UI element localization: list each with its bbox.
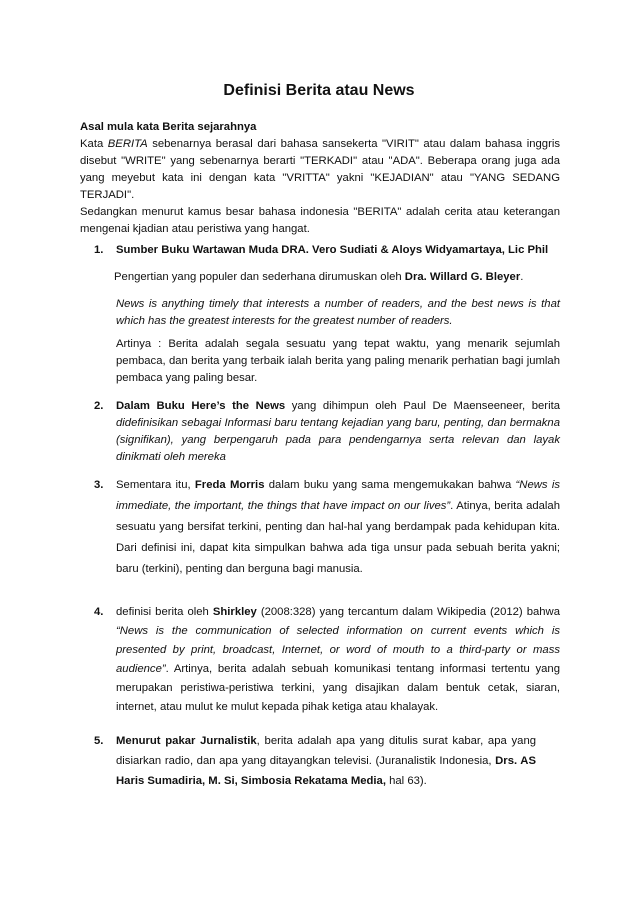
subtitle-text: Pengertian yang populer dan sederhana dirumuskan oleh	[114, 271, 405, 283]
page-title: Definisi Berita atau News	[223, 82, 415, 99]
intro-heading: Asal mula kata Berita sejarahnya	[80, 121, 257, 133]
item-bold: Dalam Buku Here’s the News	[116, 400, 286, 412]
item-number: 2.	[94, 400, 104, 412]
item-italic: “News is the communication of selected information on current events which is presented by print, broadcast, Internet, or word of mouth to a third-party or mass audience”	[116, 625, 560, 675]
item-1-translation: Artinya : Berita adalah segala sesuatu yang tepat waktu, yang menarik sejumlah pembaca, dan berita yang terbaik ialah berita yang paling menarik perhatian bagi jumlah pembaca yang paling besar.	[116, 338, 560, 384]
item-text: yang dihimpun oleh Paul De Maenseeneer, berita	[285, 400, 560, 412]
item-heading: Sumber Buku Wartawan Muda DRA. Vero Sudiati & Aloys Widyamartaya, Lic Phil	[116, 244, 549, 256]
intro-italic-term: BERITA	[107, 138, 148, 150]
item-text: Sementara itu,	[116, 479, 195, 491]
item-bold: Freda Morris	[194, 479, 265, 491]
intro-section	[80, 119, 560, 238]
subtitle-author: Dra. Willard G. Bleyer	[404, 271, 521, 283]
item-text: dalam buku yang sama mengemukakan bahwa	[264, 479, 516, 491]
item-italic: “News is immediate, the important, the things that have impact on our lives”	[116, 479, 560, 512]
item-text: , berita adalah apa yang ditulis surat kabar, apa yang disiarkan radio, dan apa yang ditayangkan televisi. (Juranalistik Indonesia,	[116, 735, 537, 767]
item-bold: Drs. AS Haris Sumadiria, M. Si, Simbosia Rekatama Media,	[116, 755, 536, 787]
item-bold: Menurut pakar Jurnalistik	[116, 735, 257, 747]
item-text: hal 63).	[385, 775, 427, 787]
intro-paragraph-2: Sedangkan menurut kamus besar bahasa indonesia "BERITA" adalah cerita atau keterangan mengenai kjadian atau peristiwa yang hangat.	[80, 206, 560, 235]
item-1-quote	[116, 296, 560, 330]
intro-paragraph-1	[80, 138, 560, 201]
item-number: 5.	[94, 735, 104, 747]
item-number: 3.	[94, 479, 104, 491]
item-text: . Atinya, berita adalah sesuatu yang bersifat terkini, penting dan hal-hal yang berdampak pada kehidupan kita. Dari definisi ini, dapat kita simpulkan bahwa ada tiga unsur pada sebuah berita yakni; baru (terkini), penting dan berguna bagi manusia.	[116, 500, 560, 575]
subtitle-text: .	[520, 271, 524, 283]
item-text: (2008:328) yang tercantum dalam Wikipedia (2012) bahwa	[256, 606, 560, 618]
item-text: . Artinya, berita adalah sebuah komunikasi tentang informasi tertentu yang merupakan peristiwa-peristiwa terkini, yang disajikan dalam bentuk cetak, siaran, internet, atau mulut ke mulut kepada pihak ketiga atau khalayak.	[116, 663, 560, 713]
item-text: definisi berita oleh	[116, 606, 213, 618]
item-body	[116, 731, 536, 791]
item-body	[116, 603, 560, 717]
quote-text: News is anything timely that interests a number of readers, and the best news is that which has the greatest interests for the greatest number of readers.	[116, 298, 560, 327]
item-italic: didefinisikan sebagai Informasi baru tentang kejadian yang baru, penting, dan bermakna (signifikan), yang berpengaruh pada para pendengarnya serta relevan dan layak dinikmati oleh mereka	[116, 417, 560, 463]
item-body	[116, 475, 560, 580]
item-1-subtitle	[114, 269, 564, 286]
item-body	[116, 398, 560, 466]
item-number: 4.	[94, 606, 104, 618]
item-bold: Shirkley	[212, 606, 257, 618]
item-number: 1.	[94, 244, 104, 256]
intro-text: sebenarnya berasal dari bahasa sansekerta "VIRIT" atau dalam bahasa inggris disebut "WRITE" yang sebenarnya berarti "TERKADI" atau "ADA". Beberapa orang juga ada yang meyebut kata ini dengan kata "VRITTA" yakni "KEJADIAN" atau "YANG SEDANG TERJADI".	[80, 138, 560, 201]
intro-text: Kata	[80, 138, 108, 150]
